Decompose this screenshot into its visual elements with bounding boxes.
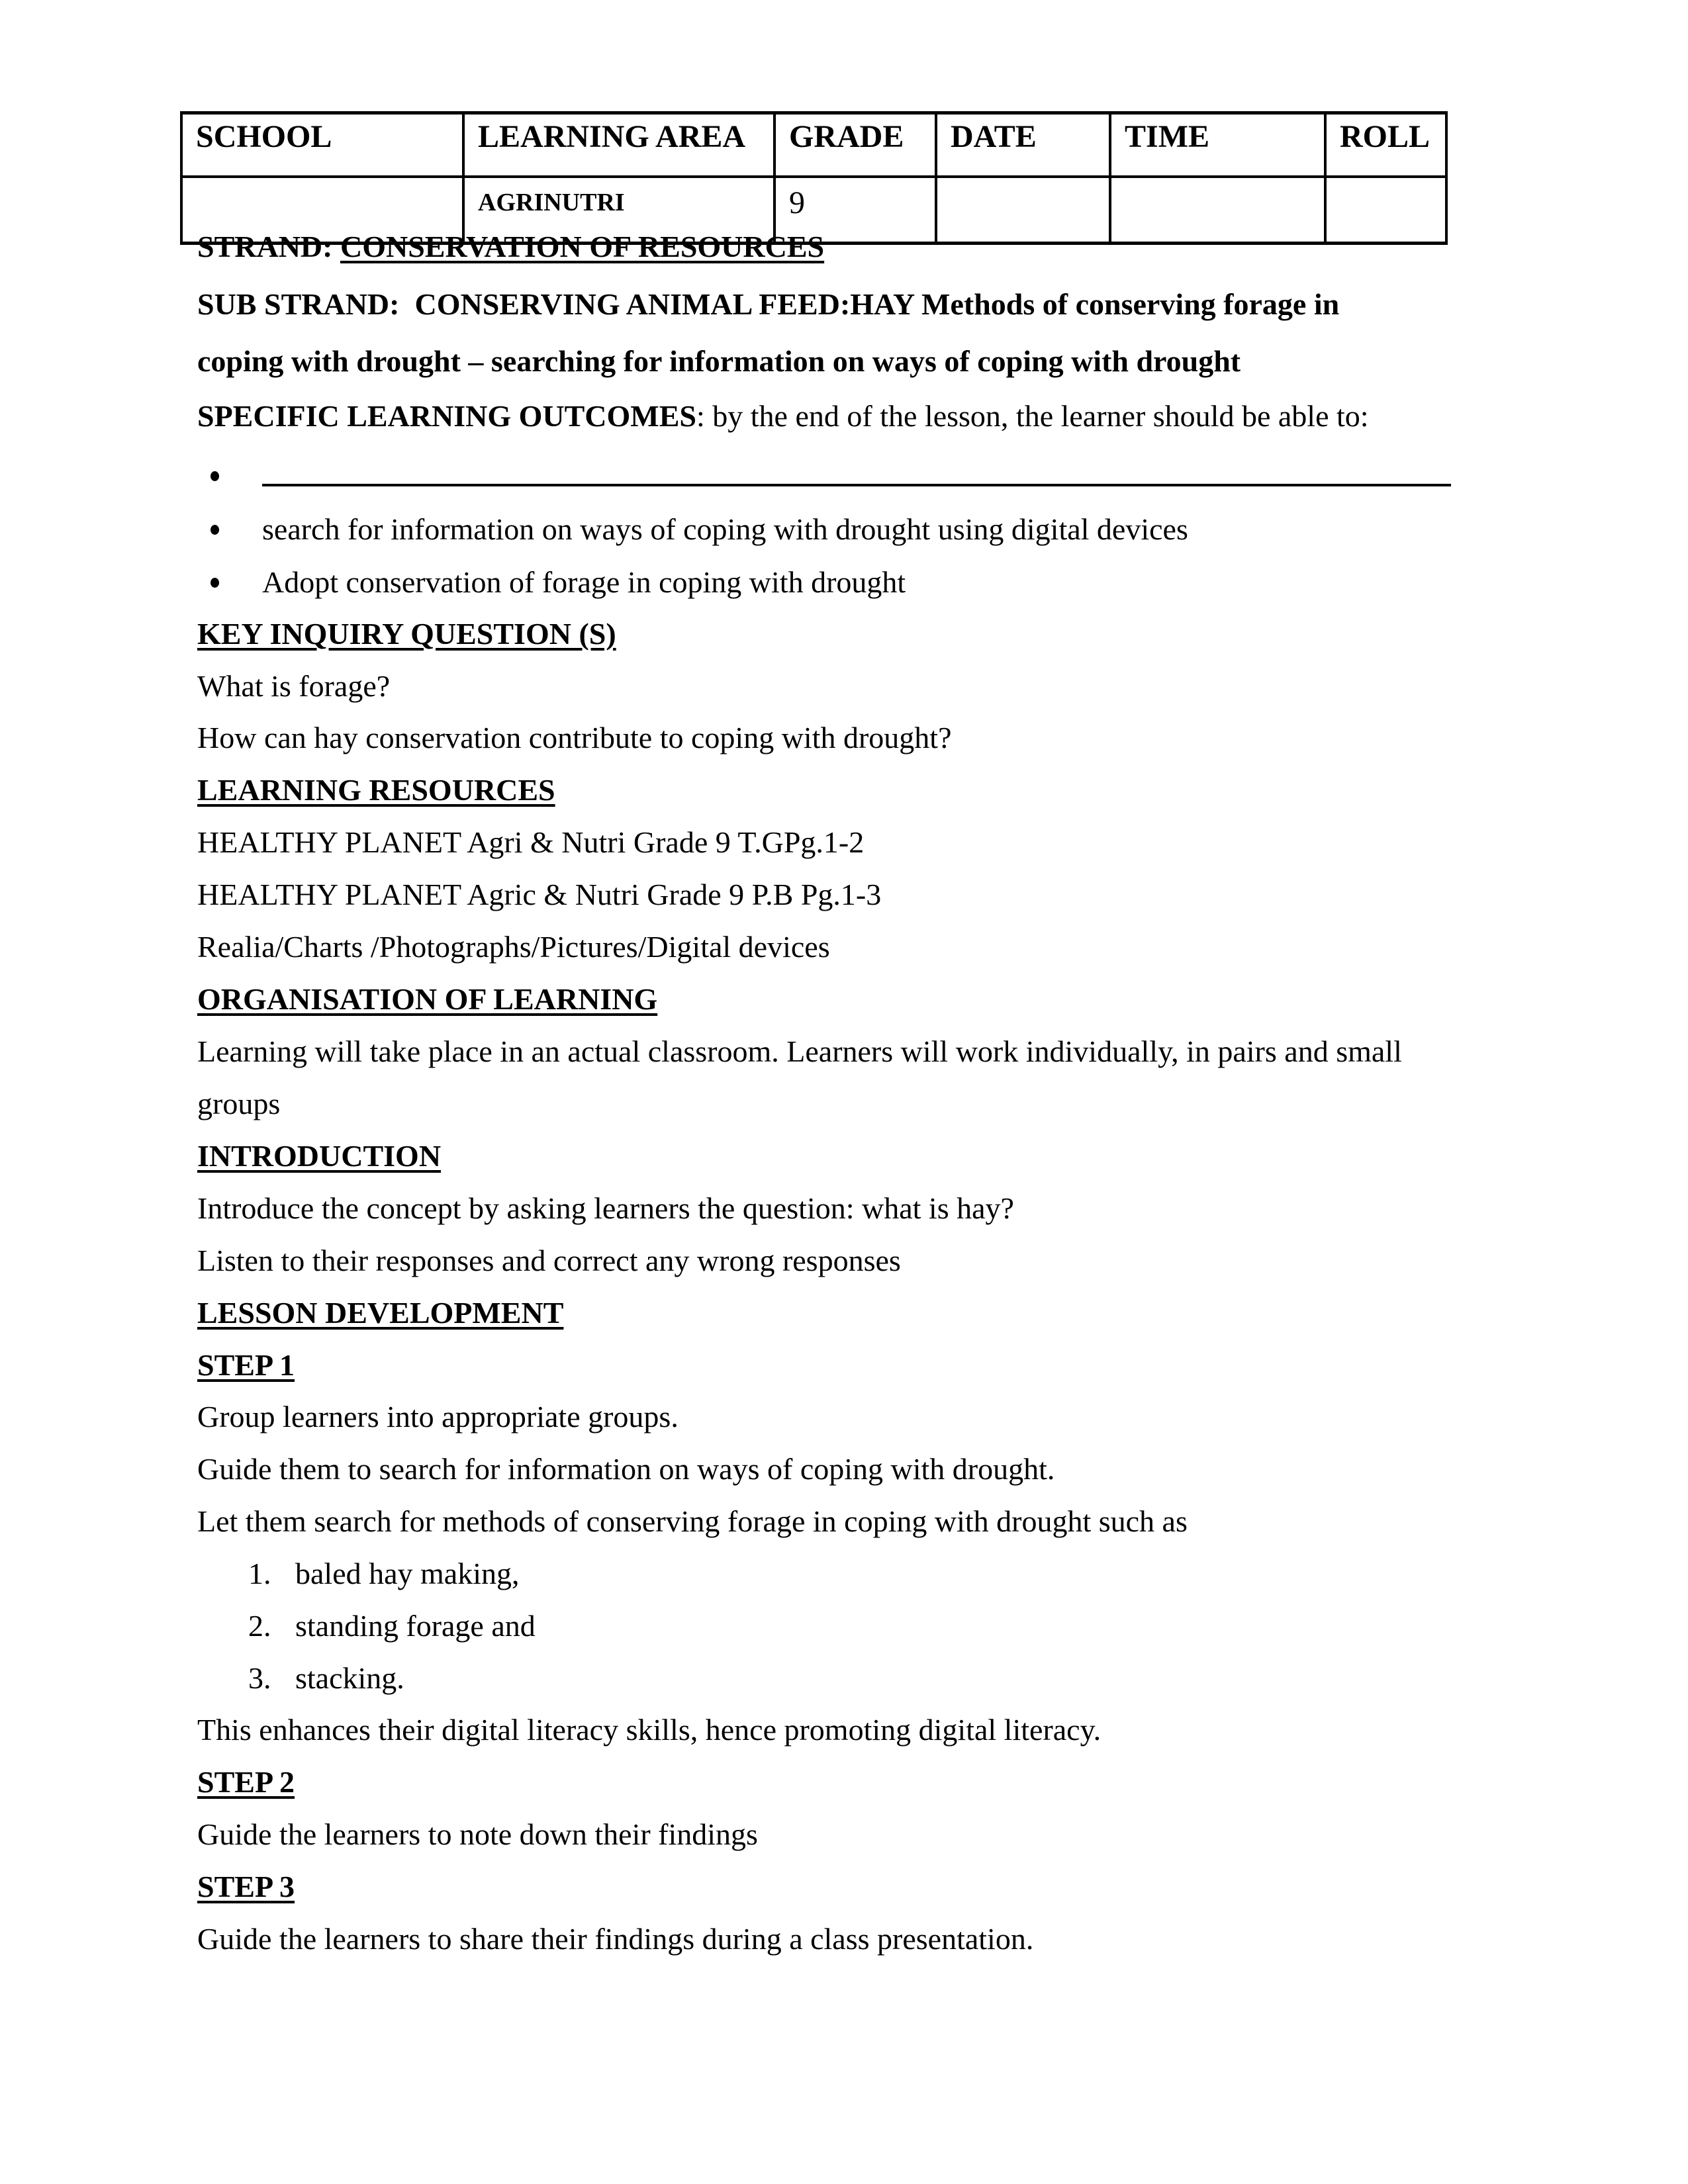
method-item-1: baled hay making, <box>295 1557 520 1590</box>
outcome-blank-fill-line <box>262 484 1451 486</box>
strand-line <box>197 232 824 262</box>
learning-resource-1: HEALTHY PLANET Agri & Nutri Grade 9 T.GPg.1-2 <box>197 825 865 859</box>
sub-strand-label: SUB STRAND <box>197 287 390 321</box>
lesson-development-heading: LESSON DEVELOPMENT <box>197 1296 564 1330</box>
strand-label: STRAND <box>197 230 323 263</box>
outcome-item-2: search for information on ways of coping with drought using digital devices <box>262 512 1188 546</box>
cell-learning-area: AGRINUTRI <box>463 177 774 244</box>
slo-label: SPECIFIC LEARNING OUTCOMES <box>197 399 696 433</box>
specific-learning-outcomes-line <box>197 401 1369 432</box>
bullet-icon <box>211 471 219 481</box>
strand-separator: : <box>322 230 340 263</box>
sub-strand-line-1 <box>197 289 1339 320</box>
cell-time <box>1110 177 1325 244</box>
column-header-grade: GRADE <box>774 113 936 177</box>
step-2-title: STEP 2 <box>197 1765 295 1799</box>
table-header-row <box>181 113 1446 177</box>
cell-grade: 9 <box>774 177 936 244</box>
organisation-text-2: groups <box>197 1087 281 1120</box>
lesson-info-table <box>180 111 1448 245</box>
introduction-text-2: Listen to their responses and correct any wrong responses <box>197 1244 901 1277</box>
strand-value: CONSERVATION OF RESOURCES <box>340 230 825 263</box>
sub-strand-line-2: coping with drought – searching for information on ways of coping with drought <box>197 344 1241 378</box>
slo-intro: by the end of the lesson, the learner should be able to: <box>712 399 1369 433</box>
organisation-heading: ORGANISATION OF LEARNING <box>197 982 658 1016</box>
step-1-after-text: This enhances their digital literacy skills, hence promoting digital literacy. <box>197 1713 1102 1747</box>
list-number: 2. <box>248 1609 271 1643</box>
key-inquiry-heading: KEY INQUIRY QUESTION (S) <box>197 617 616 651</box>
step-1-title: STEP 1 <box>197 1348 295 1382</box>
step-2-text: Guide the learners to note down their findings <box>197 1817 758 1851</box>
column-header-time: TIME <box>1110 113 1325 177</box>
learning-resource-3: Realia/Charts /Photographs/Pictures/Digital devices <box>197 930 830 964</box>
learning-resource-2: HEALTHY PLANET Agric & Nutri Grade 9 P.B Pg.1-3 <box>197 878 882 911</box>
outcome-item-3: Adopt conservation of forage in coping with drought <box>262 565 906 599</box>
step-3-title: STEP 3 <box>197 1870 295 1903</box>
introduction-heading: INTRODUCTION <box>197 1139 442 1173</box>
bullet-icon <box>211 578 219 588</box>
step-1-text-1: Group learners into appropriate groups. <box>197 1400 679 1433</box>
step-1-text-3: Let them search for methods of conserving forage in coping with drought such as <box>197 1504 1188 1538</box>
introduction-text-1: Introduce the concept by asking learners the question: what is hay? <box>197 1191 1014 1225</box>
column-header-date: DATE <box>936 113 1110 177</box>
column-header-school: SCHOOL <box>181 113 463 177</box>
learning-resources-heading: LEARNING RESOURCES <box>197 773 555 807</box>
step-3-text: Guide the learners to share their findings during a class presentation. <box>197 1922 1034 1956</box>
sub-strand-separator: : <box>389 287 415 321</box>
method-item-3: stacking. <box>295 1661 404 1695</box>
list-number: 3. <box>248 1661 271 1695</box>
column-header-roll: ROLL <box>1325 113 1446 177</box>
key-inquiry-question-1: What is forage? <box>197 669 391 703</box>
bullet-icon <box>211 525 219 535</box>
column-header-learning-area: LEARNING AREA <box>463 113 774 177</box>
step-1-text-2: Guide them to search for information on ways of coping with drought. <box>197 1452 1055 1486</box>
sub-strand-title: CONSERVING ANIMAL FEED:HAY Methods of conserving forage in <box>414 287 1340 321</box>
slo-separator: : <box>696 399 713 433</box>
cell-roll <box>1325 177 1446 244</box>
list-number: 1. <box>248 1557 271 1590</box>
method-item-2: standing forage and <box>295 1609 536 1643</box>
cell-date <box>936 177 1110 244</box>
key-inquiry-question-2: How can hay conservation contribute to coping with drought? <box>197 721 952 754</box>
organisation-text-1: Learning will take place in an actual classroom. Learners will work individually, in pairs and small <box>197 1034 1402 1068</box>
